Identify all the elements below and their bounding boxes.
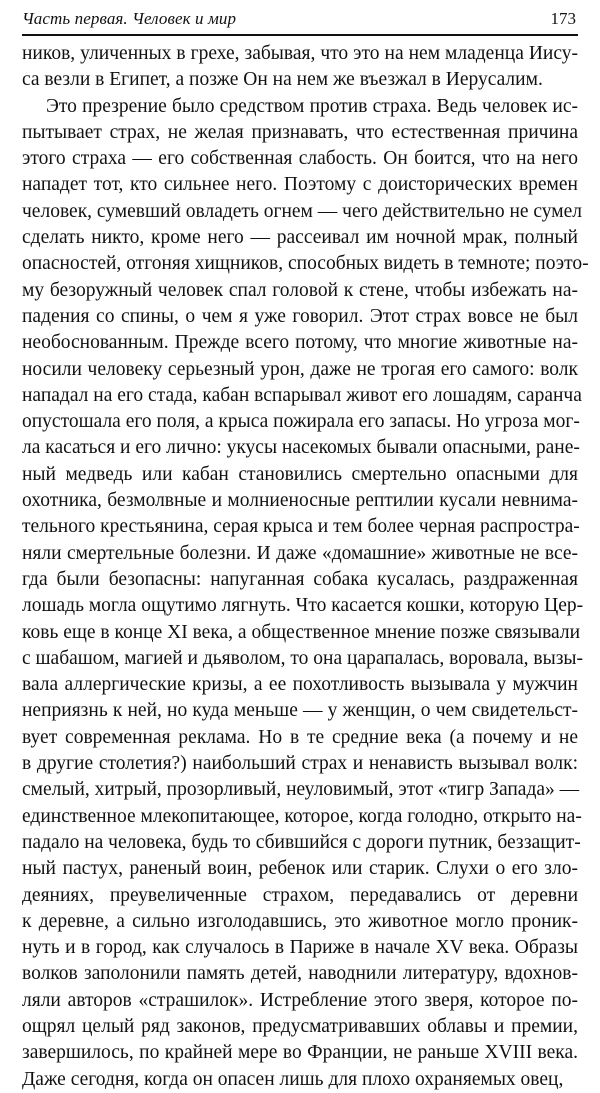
text-line: сделать никто, кроме него — рассеивал им ночной мрак, полный <box>22 227 578 249</box>
text-line: ников, уличенных в грехе, забывая, что это на нем младенца Иису- <box>22 43 578 64</box>
running-header <box>22 6 578 32</box>
text-line: Даже сегодня, когда он опасен лишь для плохо охраняемых овец, <box>22 1068 564 1090</box>
text-line: ный пастух, раненый воин, ребенок или старик. Слухи о его зло- <box>22 858 578 880</box>
header-rule <box>22 34 578 36</box>
text-line: человек, сумевший овладеть огнем — чего действительно не сумел <box>22 200 583 222</box>
text-line: лошадь могла ощутимо лягнуть. Что касается кошки, которую Цер- <box>22 595 584 617</box>
text-line: этого страха — его собственная слабость. Он боится, что на него <box>22 148 578 170</box>
text-line: опасностей, отгоняя хищников, способных видеть в темноте; поэто- <box>22 253 589 275</box>
text-line: с шабашом, магией и дьяволом, то она царапалась, воровала, вызы- <box>22 647 584 669</box>
text-line: необоснованным. Прежде всего потому, что многие животные на- <box>22 332 578 354</box>
text-line: са везли в Египет, а позже Он на нем же въезжал в Иерусалим. <box>22 69 543 91</box>
text-line: му безоружный человек спал головой к стене, чтобы избежать на- <box>22 279 578 301</box>
book-page <box>22 0 589 1090</box>
text-line: тельного крестьянина, серая крыса и тем более черная распростра- <box>22 516 580 538</box>
text-line: смелый, хитрый, прозорливый, неуловимый, этот «тигр Запада» — <box>22 779 580 801</box>
chapter-title: Часть первая. Человек и мир <box>22 9 237 28</box>
text-line: ла касаться и его лично: укусы насекомых бывали опасными, ране- <box>22 437 580 459</box>
text-line: падало на человека, будь то сбившийся с дороги путник, беззащит- <box>22 831 581 853</box>
text-line: ковь еще в конце XI века, а общественное мнение позже связывали <box>22 621 581 643</box>
text-line: деяниях, преувеличенные страхом, передавались от деревни <box>22 884 578 906</box>
text-line: нуть и в город, как случалось в Париже в начале XV века. Образы <box>22 937 578 959</box>
text-line: в другие столетия?) наибольший страх и ненависть вызывал волк: <box>22 753 578 775</box>
text-line: Это презрение было средством против страха. Ведь человек ис- <box>46 95 578 117</box>
text-line: нападет тот, кто сильнее него. Поэтому с доисторических времен <box>22 174 578 196</box>
text-line: волков заполонили память детей, наводнили литературу, вдохнов- <box>22 963 578 985</box>
body-text <box>22 41 589 1093</box>
text-line: вала аллергические кризы, а ее похотливость вызывала у мужчин <box>22 674 578 696</box>
text-line: няли смертельные болезни. И даже «домашние» животные не все- <box>22 542 578 564</box>
text-line: ощрял целый ряд законов, предусматривавших облавы и премии, <box>22 1015 578 1037</box>
page-number: 173 <box>550 9 576 28</box>
text-line: носили человеку серьезный урон, даже не трогая его самого: волк <box>22 358 578 380</box>
text-line: ляли авторов «страшилок». Истребление этого зверя, которое по- <box>22 989 578 1011</box>
text-line: к деревне, а сильно изголодавшись, это животное могло проник- <box>22 910 578 932</box>
text-line: нападал на его стада, кабан вспарывал живот его лошадям, саранча <box>22 384 582 406</box>
text-line: вует современная реклама. Но в те средние века (а почему и не <box>22 726 578 748</box>
text-line: опустошала его поля, а крыса пожирала его запасы. Но угроза мог- <box>22 411 580 433</box>
text-line: падения со спины, о чем я уже говорил. Этот страх вовсе не был <box>22 305 578 327</box>
text-line: ный медведь или кабан становились смертельно опасными для <box>22 463 578 485</box>
text-line: охотника, безмолвные и молниеносные рептилии кусали невнима- <box>22 490 578 512</box>
text-line: гда были безопасны: напуганная собака кусалась, раздраженная <box>22 568 578 590</box>
text-line: завершилось, по крайней мере во Франции, не раньше XVIII века. <box>22 1042 578 1064</box>
text-line: пытывает страх, не желая признавать, что естественная причина <box>22 121 578 143</box>
text-line: единственное млекопитающее, которое, когда голодно, открыто на- <box>22 805 582 827</box>
text-line: неприязнь к ней, но куда меньше — у женщин, о чем свидетельст- <box>22 700 578 722</box>
